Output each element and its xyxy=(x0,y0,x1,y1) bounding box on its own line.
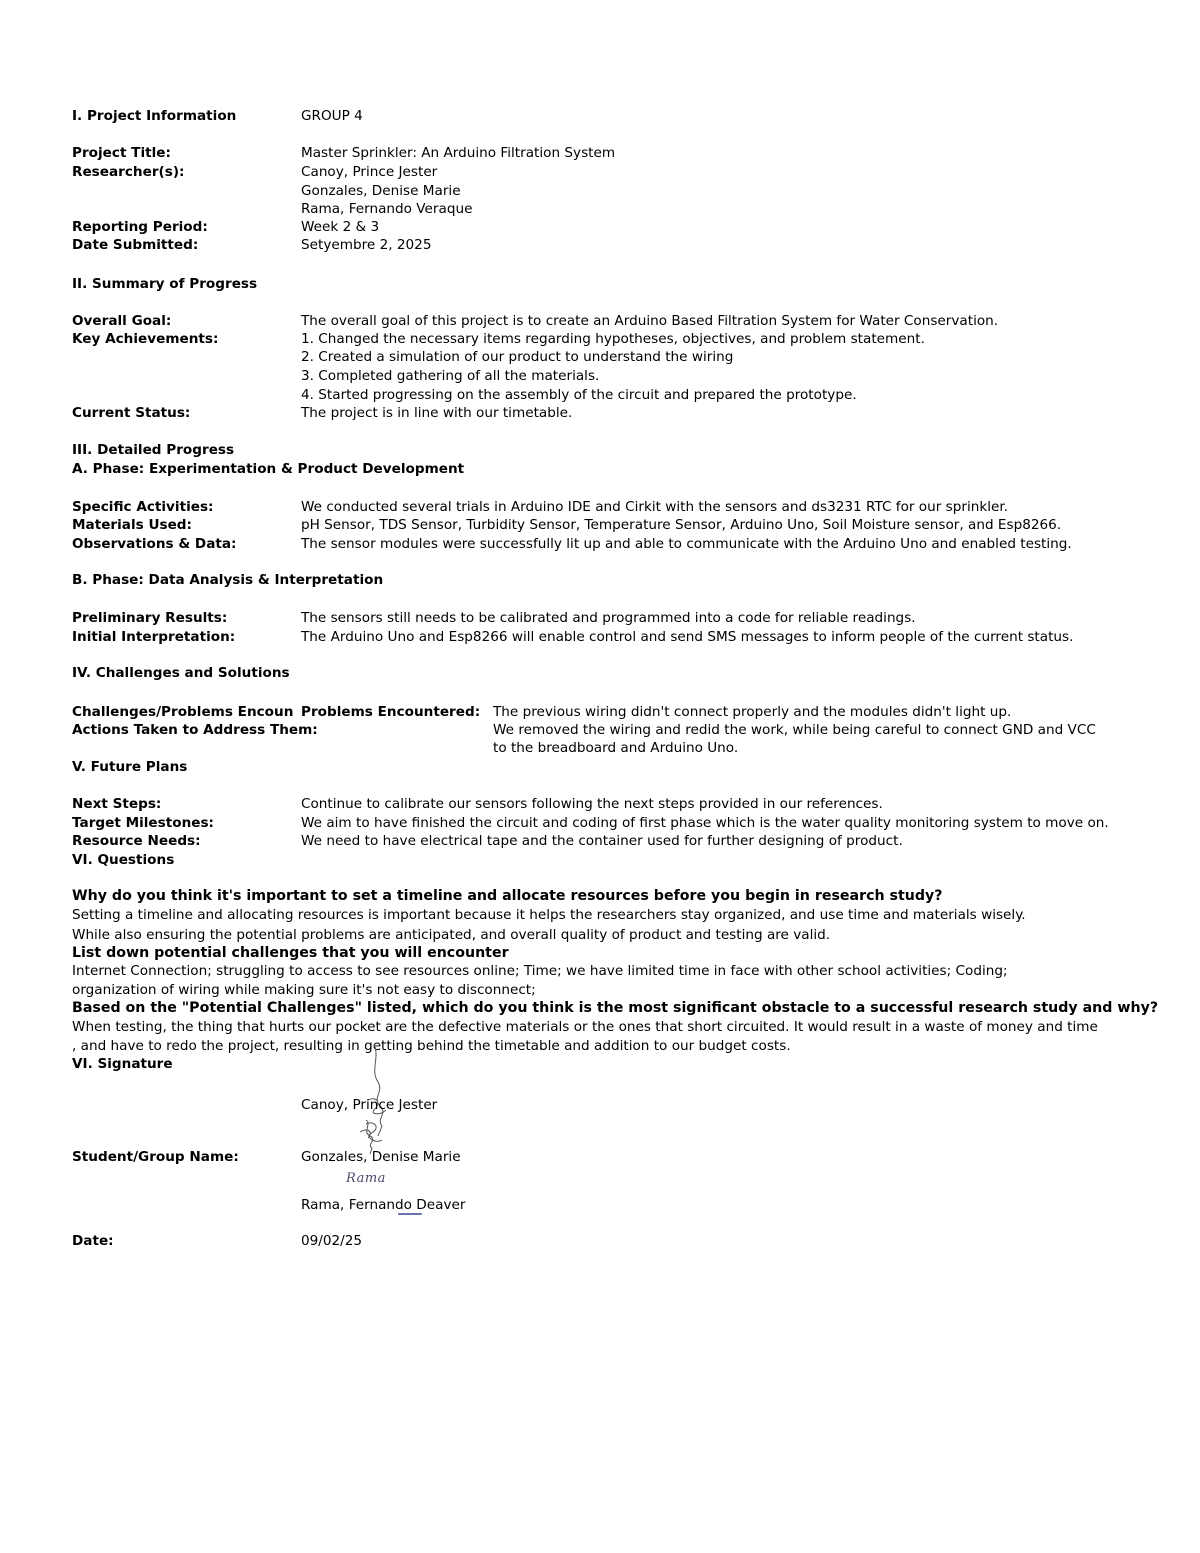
researchers-label: Researcher(s): xyxy=(72,164,185,180)
phase-a-heading: A. Phase: Experimentation & Product Development xyxy=(72,461,465,477)
key-achievements-label: Key Achievements: xyxy=(72,331,219,347)
group-label: GROUP 4 xyxy=(301,108,363,124)
section-heading-signature: VI. Signature xyxy=(72,1056,173,1072)
student-group-name-label: Student/Group Name: xyxy=(72,1149,239,1165)
section-heading-challenges: IV. Challenges and Solutions xyxy=(72,665,290,681)
section-heading-questions: VI. Questions xyxy=(72,852,175,868)
answer-2: organization of wiring while making sure it's not easy to disconnect; xyxy=(72,982,536,998)
target-milestones-label: Target Milestones: xyxy=(72,815,214,831)
achievement-item: 2. Created a simulation of our product to understand the wiring xyxy=(301,349,734,365)
achievement-item: 4. Started progressing on the assembly of the circuit and prepared the prototype. xyxy=(301,387,857,403)
signatory-name: Canoy, Prince Jester xyxy=(301,1097,438,1113)
preliminary-results-label: Preliminary Results: xyxy=(72,610,228,626)
preliminary-results-value: The sensors still needs to be calibrated and programmed into a code for reliable readings. xyxy=(301,610,916,626)
date-submitted-label: Date Submitted: xyxy=(72,237,199,253)
observations-label: Observations & Data: xyxy=(72,536,237,552)
achievement-item: 1. Changed the necessary items regarding hypotheses, objectives, and problem statement. xyxy=(301,331,925,347)
current-status-value: The project is in line with our timetable. xyxy=(301,405,573,421)
materials-used-label: Materials Used: xyxy=(72,517,192,533)
researcher-name: Gonzales, Denise Marie xyxy=(301,183,461,199)
answer-2: Internet Connection; struggling to access to see resources online; Time; we have limited time in face with other school activities; Coding; xyxy=(72,963,1008,979)
signature-underline xyxy=(398,1213,422,1215)
current-status-label: Current Status: xyxy=(72,405,191,421)
reporting-period-label: Reporting Period: xyxy=(72,219,208,235)
answer-3: When testing, the thing that hurts our pocket are the defective materials or the ones that short circuited. It would result in a waste of money and time xyxy=(72,1019,1098,1035)
reporting-period-value: Week 2 & 3 xyxy=(301,219,380,235)
overall-goal-value: The overall goal of this project is to create an Arduino Based Filtration System for Water Conservation. xyxy=(301,313,999,329)
project-title-value: Master Sprinkler: An Arduino Filtration System xyxy=(301,145,616,161)
signature-rama: Rama xyxy=(346,1171,386,1186)
phase-b-heading: B. Phase: Data Analysis & Interpretation xyxy=(72,572,384,588)
date-value: 09/02/25 xyxy=(301,1233,363,1249)
project-title-label: Project Title: xyxy=(72,145,171,161)
resource-needs-label: Resource Needs: xyxy=(72,833,201,849)
section-heading-summary: II. Summary of Progress xyxy=(72,276,258,292)
signatory-name: Rama, Fernando Deaver xyxy=(301,1197,466,1213)
challenges-label-truncated: Challenges/Problems Encoun xyxy=(72,704,294,720)
achievement-item: 3. Completed gathering of all the materials. xyxy=(301,368,600,384)
question-1: Why do you think it's important to set a timeline and allocate resources before you begin in research study? xyxy=(72,888,943,904)
answer-1: Setting a timeline and allocating resources is important because it helps the researchers stay organized, and use time and materials wisely. xyxy=(72,907,1026,923)
next-steps-value: Continue to calibrate our sensors following the next steps provided in our references. xyxy=(301,796,883,812)
actions-taken-value: to the breadboard and Arduino Uno. xyxy=(493,740,739,756)
observations-value: The sensor modules were successfully lit up and able to communicate with the Arduino Uno and enabled testing. xyxy=(301,536,1072,552)
problems-encountered-label: Problems Encountered: xyxy=(301,704,481,720)
target-milestones-value: We aim to have finished the circuit and coding of first phase which is the water quality monitoring system to move on. xyxy=(301,815,1109,831)
question-3: Based on the "Potential Challenges" listed, which do you think is the most significant obstacle to a successful research study and why? xyxy=(72,1000,1159,1016)
answer-1: While also ensuring the potential problems are anticipated, and overall quality of product and testing are valid. xyxy=(72,927,831,943)
date-submitted-value: Setyembre 2, 2025 xyxy=(301,237,432,253)
next-steps-label: Next Steps: xyxy=(72,796,162,812)
date-label: Date: xyxy=(72,1233,114,1249)
specific-activities-label: Specific Activities: xyxy=(72,499,214,515)
section-heading-future: V. Future Plans xyxy=(72,759,188,775)
specific-activities-value: We conducted several trials in Arduino IDE and Cirkit with the sensors and ds3231 RTC for our sprinkler. xyxy=(301,499,1009,515)
problems-encountered-value: The previous wiring didn't connect properly and the modules didn't light up. xyxy=(493,704,1012,720)
materials-used-value: pH Sensor, TDS Sensor, Turbidity Sensor, Temperature Sensor, Arduino Uno, Soil Moisture sensor, and Esp8266. xyxy=(301,517,1062,533)
resource-needs-value: We need to have electrical tape and the container used for further designing of product. xyxy=(301,833,903,849)
initial-interpretation-label: Initial Interpretation: xyxy=(72,629,236,645)
researcher-name: Canoy, Prince Jester xyxy=(301,164,438,180)
section-heading-project-info: I. Project Information xyxy=(72,108,237,124)
section-heading-detailed: III. Detailed Progress xyxy=(72,442,235,458)
researcher-name: Rama, Fernando Veraque xyxy=(301,201,473,217)
actions-taken-value: We removed the wiring and redid the work, while being careful to connect GND and VCC xyxy=(493,722,1096,738)
answer-3: , and have to redo the project, resulting in getting behind the timetable and addition to our budget costs. xyxy=(72,1038,791,1054)
initial-interpretation-value: The Arduino Uno and Esp8266 will enable control and send SMS messages to inform people of the current status. xyxy=(301,629,1074,645)
question-2: List down potential challenges that you will encounter xyxy=(72,945,509,961)
signatory-name: Gonzales, Denise Marie xyxy=(301,1149,461,1165)
actions-taken-label: Actions Taken to Address Them: xyxy=(72,722,318,738)
overall-goal-label: Overall Goal: xyxy=(72,313,172,329)
